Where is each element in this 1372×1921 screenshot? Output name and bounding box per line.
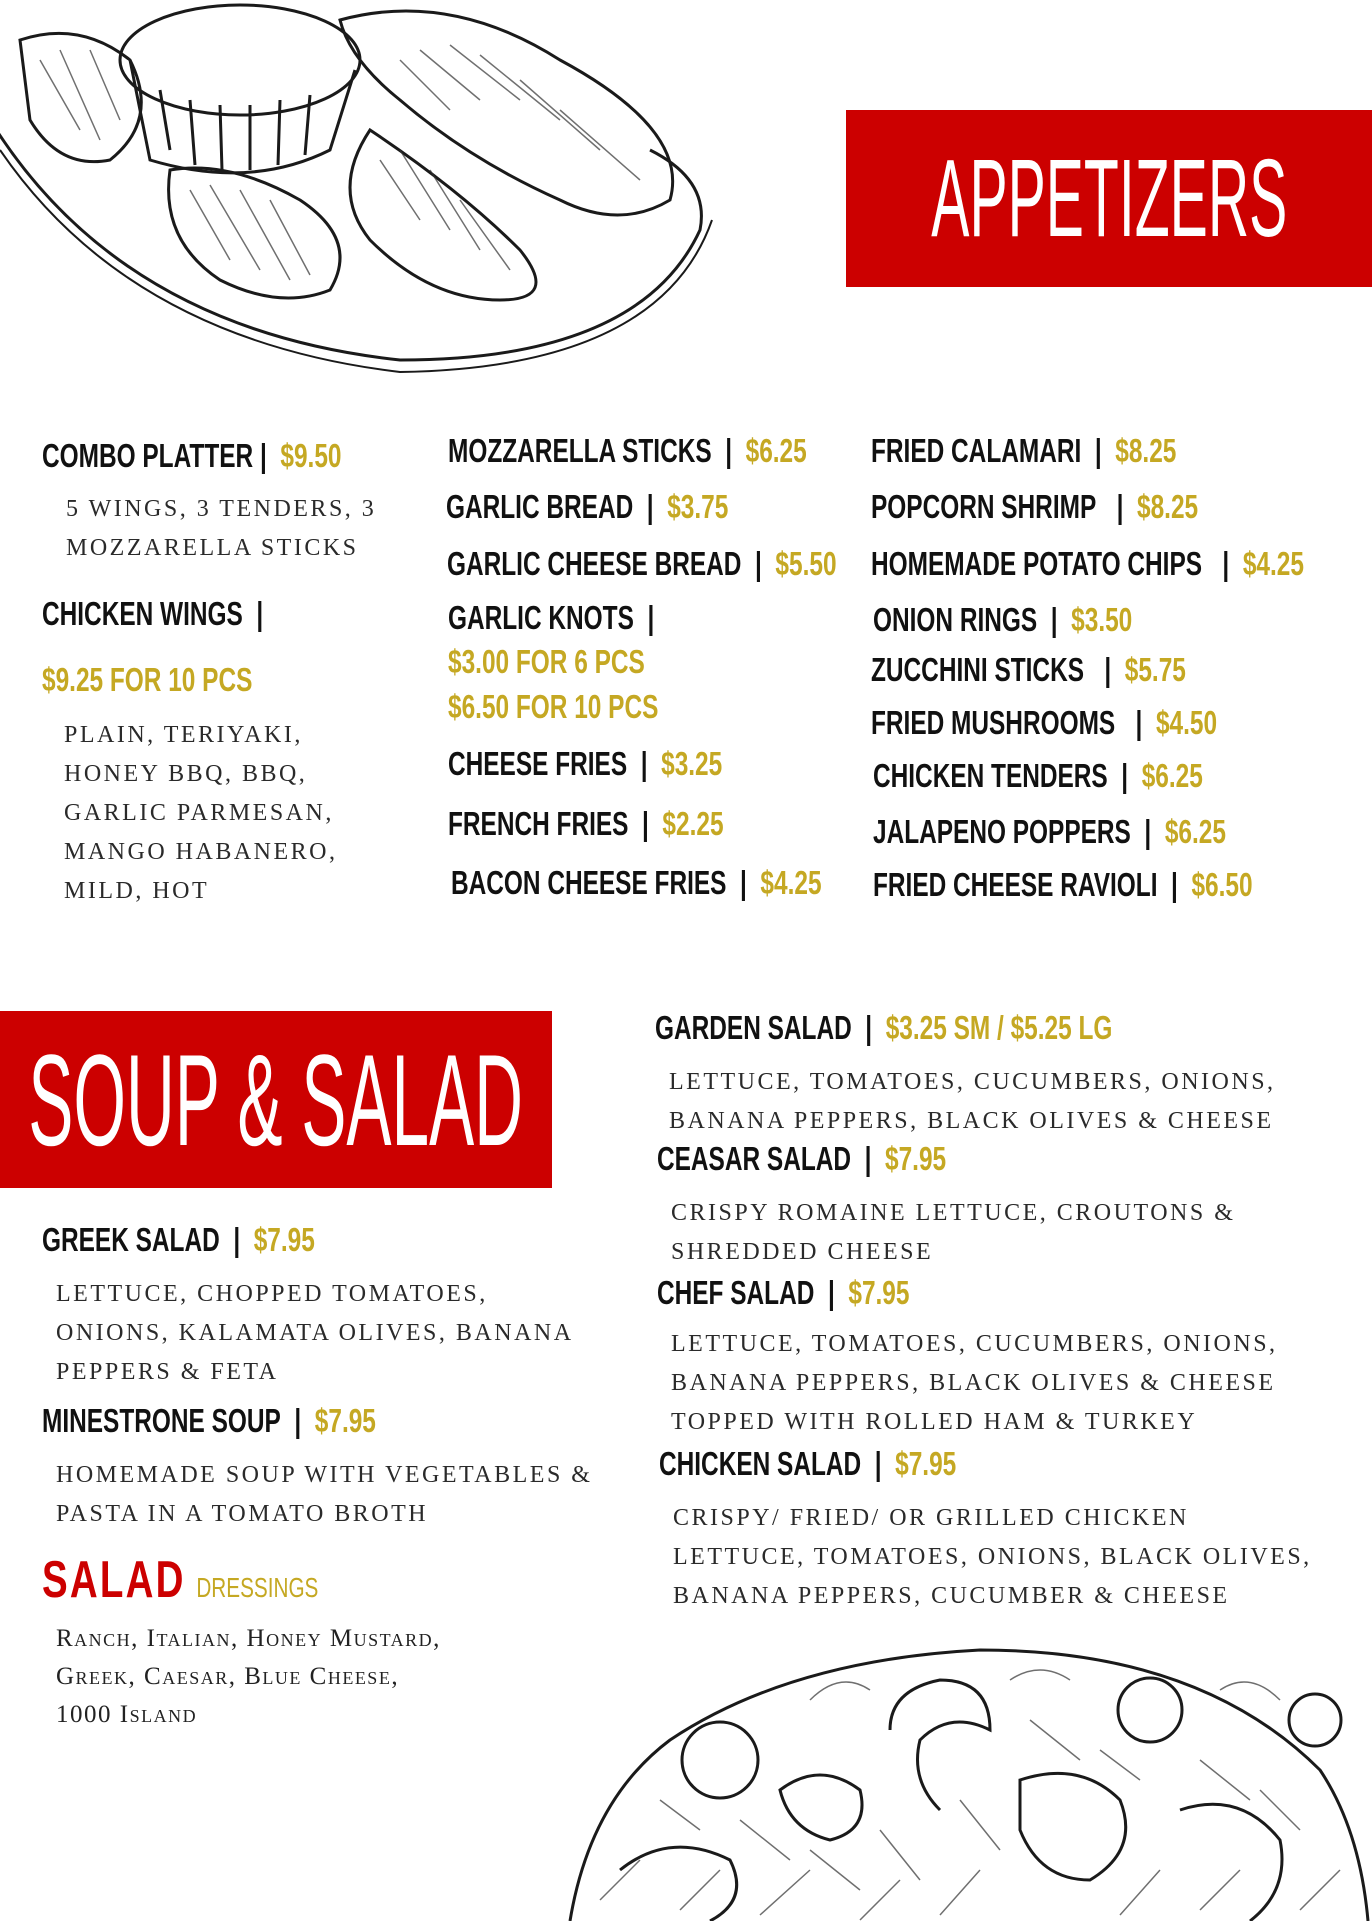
item-separator: | xyxy=(865,1009,873,1046)
menu-item-zucchini-sticks xyxy=(871,650,1297,690)
item-name: CHICKEN WINGS xyxy=(42,595,243,632)
item-price: $3.50 xyxy=(1071,601,1133,638)
item-separator: | xyxy=(233,1221,241,1258)
desc-line: Greek, Caesar, Blue Cheese, xyxy=(56,1663,400,1690)
item-separator: | xyxy=(755,545,762,582)
desc-line: MOZZARELLA STICKS xyxy=(66,535,359,561)
item-price: $7.95 xyxy=(314,1402,376,1439)
desc-line: LETTUCE, TOMATOES, CUCUMBERS, ONIONS, xyxy=(671,1331,1278,1357)
item-description-combo-platter xyxy=(66,490,376,568)
menu-item-garlic-bread xyxy=(446,487,828,527)
dressings-title: SALAD xyxy=(42,1551,186,1609)
item-price: $5.50 xyxy=(775,545,837,582)
item-separator: | xyxy=(256,595,264,632)
menu-item-garlic-knots xyxy=(448,598,727,638)
desc-line: BANANA PEPPERS, BLACK OLIVES & CHEESE xyxy=(671,1370,1276,1396)
item-name: CHICKEN SALAD xyxy=(659,1445,862,1482)
appetizers-title: APPETIZERS xyxy=(931,137,1288,260)
item-name: GARLIC BREAD xyxy=(446,488,634,525)
soup-salad-banner xyxy=(0,1011,552,1188)
item-name: ZUCCHINI STICKS xyxy=(871,651,1085,688)
item-separator: | xyxy=(725,432,733,469)
item-separator: | xyxy=(1050,601,1058,638)
item-separator: | xyxy=(1171,866,1178,903)
item-price: $4.50 xyxy=(1155,704,1218,741)
desc-line: MILD, HOT xyxy=(64,878,210,904)
item-price: $7.95 xyxy=(895,1445,957,1482)
item-description-chicken-salad xyxy=(673,1499,1312,1616)
item-price: $9.50 xyxy=(280,437,342,474)
item-price: $7.95 xyxy=(848,1274,910,1311)
menu-item-chef-salad xyxy=(657,1273,998,1313)
desc-line: LETTUCE, CHOPPED TOMATOES, xyxy=(56,1281,488,1307)
item-separator: | xyxy=(259,437,267,474)
menu-item-ceasar-salad xyxy=(657,1139,1048,1179)
chicken-wings-price xyxy=(42,660,326,700)
desc-line: PASTA IN A TOMATO BROTH xyxy=(56,1501,429,1527)
item-name: COMBO PLATTER xyxy=(42,437,254,474)
menu-item-jalapeno-poppers xyxy=(873,812,1350,852)
desc-line: GARLIC PARMESAN, xyxy=(64,800,334,826)
menu-item-chicken-tenders xyxy=(873,756,1319,796)
item-price: $9.25 FOR 10 PCS xyxy=(42,661,253,698)
item-description-chicken-wings xyxy=(64,716,338,911)
desc-line: HONEY BBQ, BBQ, xyxy=(64,761,308,787)
item-name: FRIED MUSHROOMS xyxy=(871,704,1116,741)
appetizers-banner xyxy=(846,110,1372,287)
desc-line: TOPPED WITH ROLLED HAM & TURKEY xyxy=(671,1409,1198,1435)
item-description-greek-salad xyxy=(56,1275,574,1392)
desc-line: CRISPY/ FRIED/ OR GRILLED CHICKEN xyxy=(673,1505,1189,1531)
menu-item-cheese-fries xyxy=(448,744,819,784)
item-name: ONION RINGS xyxy=(873,601,1038,638)
item-price: $8.25 xyxy=(1137,488,1199,525)
item-description-garden-salad xyxy=(669,1063,1276,1141)
item-separator: | xyxy=(640,745,648,782)
desc-line: HOMEMADE SOUP WITH VEGETABLES & xyxy=(56,1462,593,1488)
menu-item-chicken-wings xyxy=(42,594,341,634)
item-price: $4.25 xyxy=(760,864,822,901)
item-price: $8.25 xyxy=(1115,432,1177,469)
item-name: GREEK SALAD xyxy=(42,1221,220,1258)
item-name: BACON CHEESE FRIES xyxy=(451,864,727,901)
item-separator: | xyxy=(1116,488,1124,525)
desc-line: 1000 Island xyxy=(56,1701,198,1728)
dressings-subtitle: DRESSINGS xyxy=(196,1572,319,1603)
item-price: $3.25 SM / $5.25 LG xyxy=(885,1009,1113,1046)
soup-salad-title: SOUP & SALAD xyxy=(28,1026,524,1173)
desc-line: BANANA PEPPERS, BLACK OLIVES & CHEESE xyxy=(669,1108,1274,1134)
menu-item-mozzarella-sticks xyxy=(448,431,933,471)
item-separator: | xyxy=(1222,545,1230,582)
item-price: $6.50 xyxy=(1191,866,1253,903)
menu-item-popcorn-shrimp xyxy=(871,487,1313,527)
salad-dressings-heading xyxy=(42,1550,416,1610)
garlic-knots-price-10 xyxy=(448,687,732,727)
menu-item-fried-cheese-ravioli xyxy=(873,865,1372,905)
item-separator: | xyxy=(294,1402,302,1439)
item-separator: | xyxy=(642,805,649,842)
salad-dressings-list xyxy=(56,1620,441,1734)
item-separator: | xyxy=(874,1445,882,1482)
item-description-ceasar-salad xyxy=(671,1194,1235,1272)
desc-line: LETTUCE, TOMATOES, CUCUMBERS, ONIONS, xyxy=(669,1069,1276,1095)
item-price: $6.25 xyxy=(1164,813,1226,850)
item-separator: | xyxy=(647,599,655,636)
item-name: GARLIC CHEESE BREAD xyxy=(447,545,742,582)
menu-item-garden-salad xyxy=(655,1008,1273,1048)
item-price: $2.25 xyxy=(662,805,724,842)
desc-line: BANANA PEPPERS, CUCUMBER & CHEESE xyxy=(673,1583,1230,1609)
item-separator: | xyxy=(827,1274,835,1311)
menu-item-chicken-salad xyxy=(659,1444,1061,1484)
item-separator: | xyxy=(864,1140,872,1177)
item-price: $7.95 xyxy=(885,1140,947,1177)
item-price: $7.95 xyxy=(253,1221,315,1258)
desc-line: ONIONS, KALAMATA OLIVES, BANANA xyxy=(56,1320,574,1346)
item-separator: | xyxy=(1144,813,1152,850)
item-name: FRENCH FRIES xyxy=(448,805,629,842)
item-separator: | xyxy=(1121,757,1129,794)
item-name: GARLIC KNOTS xyxy=(448,599,634,636)
item-price: $5.75 xyxy=(1124,651,1186,688)
garlic-knots-price-6 xyxy=(448,642,714,682)
item-name: CHEF SALAD xyxy=(657,1274,815,1311)
menu-item-combo-platter xyxy=(42,436,447,476)
desc-line: MANGO HABANERO, xyxy=(64,839,338,865)
menu-item-minestrone-soup xyxy=(42,1401,493,1441)
item-separator: | xyxy=(1094,432,1102,469)
item-price: $4.25 xyxy=(1242,545,1304,582)
desc-line: SHREDDED CHEESE xyxy=(671,1239,934,1265)
menu-item-french-fries xyxy=(448,804,820,844)
item-name: MINESTRONE SOUP xyxy=(42,1402,281,1439)
item-name: JALAPENO POPPERS xyxy=(873,813,1131,850)
menu-item-greek-salad xyxy=(42,1220,411,1260)
item-price: $6.25 xyxy=(1141,757,1203,794)
item-name: FRIED CALAMARI xyxy=(871,432,1082,469)
item-separator: | xyxy=(646,488,654,525)
item-separator: | xyxy=(1104,651,1112,688)
chicken-wings-sketch-icon xyxy=(0,0,720,380)
desc-line: PLAIN, TERIYAKI, xyxy=(64,722,303,748)
item-price: $3.00 FOR 6 PCS xyxy=(448,643,645,680)
desc-line: 5 WINGS, 3 TENDERS, 3 xyxy=(66,496,377,522)
item-name: CEASAR SALAD xyxy=(657,1140,852,1177)
menu-item-fried-mushrooms xyxy=(871,703,1339,743)
item-name: MOZZARELLA STICKS xyxy=(448,432,712,469)
item-name: FRIED CHEESE RAVIOLI xyxy=(873,866,1158,903)
item-price: $6.50 FOR 10 PCS xyxy=(448,688,659,725)
item-name: GARDEN SALAD xyxy=(655,1009,852,1046)
salad-bowl-sketch-icon xyxy=(560,1630,1372,1921)
desc-line: CRISPY ROMAINE LETTUCE, CROUTONS & xyxy=(671,1200,1236,1226)
item-price: $3.25 xyxy=(661,745,723,782)
desc-line: LETTUCE, TOMATOES, ONIONS, BLACK OLIVES, xyxy=(673,1544,1312,1570)
menu-item-homemade-potato-chips xyxy=(871,544,1372,584)
item-separator: | xyxy=(1135,704,1143,741)
item-description-minestrone-soup xyxy=(56,1456,592,1534)
item-price: $6.25 xyxy=(745,432,807,469)
desc-line: PEPPERS & FETA xyxy=(56,1359,279,1385)
item-name: HOMEMADE POTATO CHIPS xyxy=(871,545,1203,582)
item-price: $3.75 xyxy=(667,488,729,525)
menu-item-fried-calamari xyxy=(871,431,1284,471)
item-name: CHEESE FRIES xyxy=(448,745,628,782)
menu-item-onion-rings xyxy=(873,600,1223,640)
item-separator: | xyxy=(740,864,747,901)
item-description-chef-salad xyxy=(671,1325,1278,1442)
desc-line: Ranch, Italian, Honey Mustard, xyxy=(56,1625,441,1652)
item-name: POPCORN SHRIMP xyxy=(871,488,1097,525)
item-name: CHICKEN TENDERS xyxy=(873,757,1108,794)
